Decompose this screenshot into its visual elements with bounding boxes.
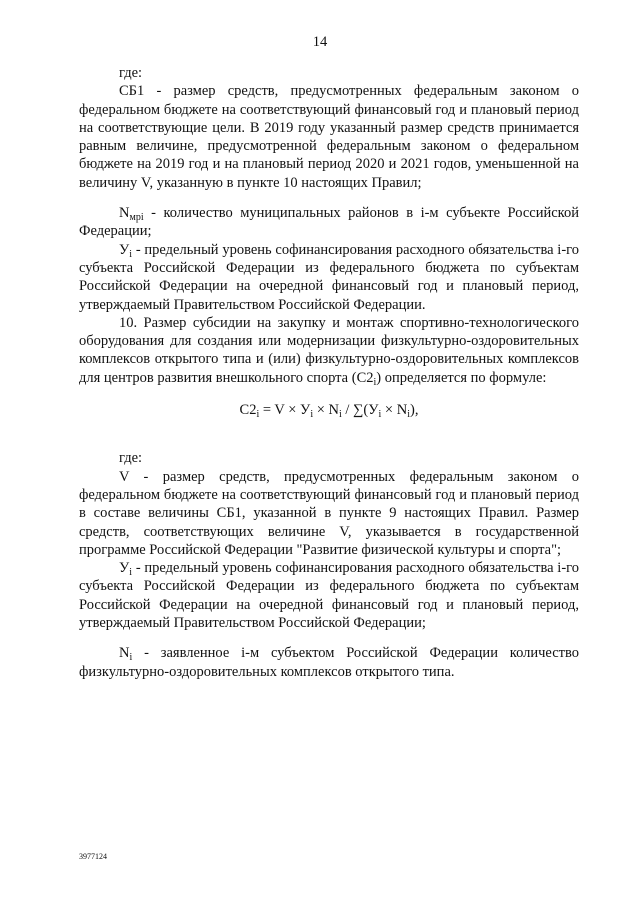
ni-symbol: $N_i$	[119, 645, 133, 664]
item-10-tail: ) определяется по формуле:	[376, 369, 547, 386]
page-number: 14	[312, 34, 328, 50]
formula-c2: $С2_i = V \times У_i \times N_i / \sum(У_i \times N_i)$,	[239, 402, 419, 421]
document-body	[79, 64, 579, 681]
where-label-1: где:	[119, 65, 143, 81]
paragraph-sb1-definition	[79, 82, 579, 192]
nmr-symbol: $N_{мрi}$	[119, 205, 144, 224]
sb1-text: - размер средств, предусмотренных федеральным законом о федеральном бюджете на соответствующий финансовый год и плановый период на соответствующие цели. В 2019 году указанный размер средств принимается равным величине, предусмотренной федеральным законом о федеральном бюджете на 2019 год и на плановый период 2020 и 2021 годов, уменьшенной на величину V, указанную в пункте 10 настоящих Правил;	[79, 83, 579, 191]
paragraph-nmr-definition	[79, 204, 579, 241]
item-10-text: 10. Размер субсидии на закупку и монтаж спортивно-технологического оборудования для создания или модернизации физкультурно-оздоровительных комплексов открытого типа и (или) физкультурно-оздоровительных комплексов для центров развития внешкольного спорта (	[79, 314, 579, 386]
yi-symbol-2: $У_i$	[119, 560, 133, 579]
c2-symbol: $С2_i$	[356, 369, 377, 388]
yi-text-1: - предельный уровень софинансирования расходного обязательства i-го субъекта Российской Федерации из федерального бюджета по субъектам Российской Федерации на очередной финансовый год и плановый период, утверждаемый Правительством Российской Федерации.	[79, 241, 579, 313]
paragraph-yi-definition-2	[79, 559, 579, 632]
yi-text-2: - предельный уровень софинансирования расходного обязательства i-го субъекта Российской Федерации из федерального бюджета по субъектам Российской Федерации на очередной финансовый год и плановый период, утверждаемый Правительством Российской Федерации;	[79, 560, 579, 632]
nmr-text: - количество муниципальных районов в i-м субъекте Российской Федерации;	[79, 205, 579, 240]
paragraph-item-10	[79, 314, 579, 387]
v-text: - размер средств, предусмотренных федеральным законом о федеральном бюджете на соответствующий финансовый год и плановый период в составе величины СБ1, указанной в пункте 9 настоящих Правил. Размер средств, соответствующих величине V, указывается в государственной программе Российской Федерации "Развитие физической культуры и спорта";	[79, 468, 579, 558]
paragraph-yi-definition-1	[79, 241, 579, 314]
paragraph-ni-definition	[79, 644, 579, 681]
sb1-symbol: СБ1	[119, 83, 145, 100]
yi-symbol-1: $У_i$	[119, 241, 133, 260]
where-label-2: где:	[119, 450, 143, 467]
paragraph-v-definition	[79, 468, 579, 559]
v-symbol: V	[119, 468, 130, 485]
document-code: 3977124	[79, 852, 107, 861]
ni-text: - заявленное i-м субъектом Российской Федерации количество физкультурно-оздоровительных комплексов открытого типа.	[79, 645, 579, 680]
